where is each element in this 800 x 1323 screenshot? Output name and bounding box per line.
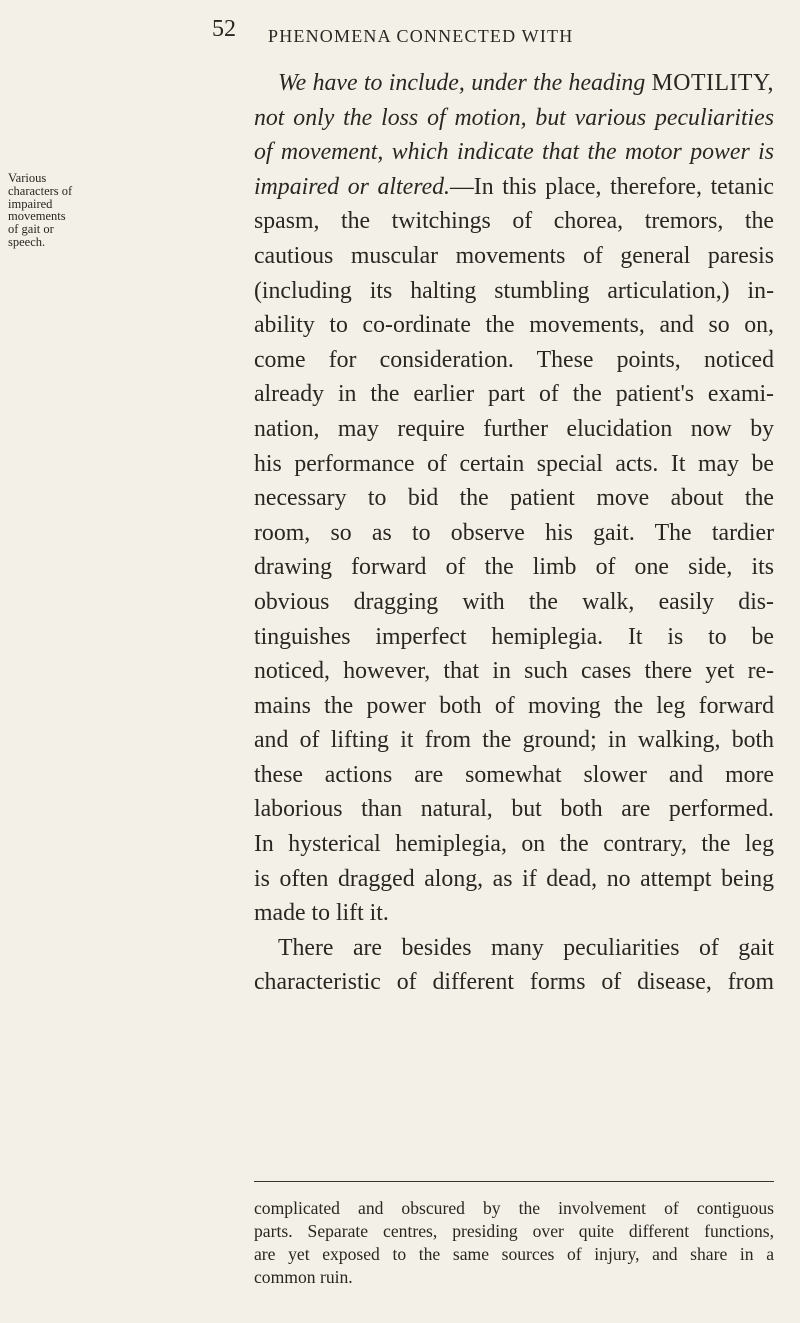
text-line: of movement, which indicate that the motor power is	[254, 139, 774, 166]
text-line: There are besides many peculiarities of gait	[278, 934, 774, 961]
text-line: come for consideration. These points, noticed	[254, 346, 774, 373]
text-line: ability to co-ordinate the movements, and so on,	[254, 312, 774, 339]
margin-note-line: movements	[8, 209, 66, 224]
text-line: these actions are somewhat slower and more	[254, 761, 774, 788]
body-text	[254, 66, 774, 1000]
footnote-line: complicated and obscured by the involvement of contiguous	[254, 1198, 774, 1218]
text-line: not only the loss of motion, but various peculiarities	[254, 104, 774, 131]
text-line: We have to include, under the heading MOTILITY,	[278, 70, 775, 96]
margin-note-line: impaired	[8, 196, 53, 211]
text-line: room, so as to observe his gait. The tardier	[254, 519, 774, 546]
footnote-line: are yet exposed to the same sources of injury, and share in a	[254, 1244, 774, 1264]
text-line: (including its halting stumbling articulation,) in-	[254, 277, 774, 304]
footnote	[254, 1197, 774, 1289]
text-line: tinguishes imperfect hemiplegia. It is to be	[254, 623, 774, 650]
margin-note-line: Various	[8, 171, 47, 185]
text-line: nation, may require further elucidation now by	[254, 415, 774, 442]
text-line: already in the earlier part of the patient's exami-	[254, 381, 774, 408]
text-line: In hysterical hemiplegia, on the contrary, the leg	[254, 831, 774, 858]
page-number: 52	[212, 16, 236, 42]
margin-note-line: speech.	[8, 234, 46, 249]
text-line: cautious muscular movements of general paresis	[254, 242, 774, 269]
text-line: made to lift it.	[254, 900, 389, 927]
text-line: obvious dragging with the walk, easily dis-	[254, 588, 774, 615]
text-line: his performance of certain special acts. It may be	[254, 450, 774, 477]
text-line: characteristic of different forms of disease, from	[254, 969, 774, 996]
text-line: laborious than natural, but both are performed.	[254, 796, 774, 823]
text-line: drawing forward of the limb of one side, its	[254, 554, 774, 581]
text-line: necessary to bid the patient move about the	[254, 485, 774, 512]
margin-note	[8, 172, 98, 249]
margin-note-line: characters of	[8, 183, 73, 198]
footnote-line: parts. Separate centres, presiding over quite different functions,	[254, 1221, 774, 1241]
page-header	[0, 8, 800, 52]
text-line: and of lifting it from the ground; in walking, both	[254, 727, 774, 754]
text-line: is often dragged along, as if dead, no attempt being	[254, 865, 774, 892]
text-line: impaired or altered.—In this place, therefore, tetanic	[254, 173, 774, 200]
text-line: mains the power both of moving the leg forward	[254, 692, 774, 719]
running-head: PHENOMENA CONNECTED WITH	[268, 26, 574, 46]
footnote-line: common ruin.	[254, 1267, 353, 1287]
text-line: noticed, however, that in such cases there yet re-	[254, 658, 774, 685]
text-line: spasm, the twitchings of chorea, tremors, the	[254, 208, 774, 235]
margin-note-line: of gait or	[8, 222, 54, 237]
footnote-rule	[254, 1181, 774, 1182]
